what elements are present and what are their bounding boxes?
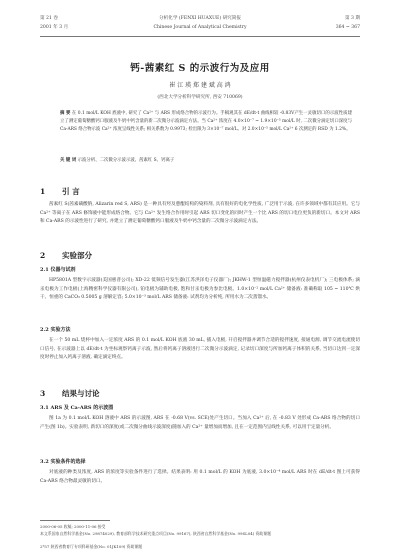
section-number: 2 <box>40 251 46 260</box>
section-heading-introduction <box>40 186 80 197</box>
section-number: 3 <box>40 389 46 398</box>
keywords-label: 关 键 词 <box>60 158 77 163</box>
section-heading-results <box>40 388 100 399</box>
author-list: 崔 江 瑛 郑 建 斌 高 鸿 <box>169 82 231 89</box>
volume-label: 第 21 卷 <box>40 16 58 21</box>
section-title: 结果与讨论 <box>62 389 100 398</box>
journal-name: 分析化学 (FENXI HUAXUE) 研究简报 <box>159 16 241 21</box>
date-label: 2001 年 3 月 <box>40 25 69 30</box>
footnote-divider <box>40 520 110 521</box>
affiliation: (西北大学分析科学研究所, 西安 710069) <box>157 95 243 100</box>
oscillograms-paragraph: 图 1a 为 0.1 mol/L KOH 溶液中 ARS 的示波图, ARS 在 -0.68 V(vs. SCE)处产生切口。当加入 Ca²⁺ 后, 在 -0.83 V 处形成 Ca-ARS 络合物的切口产生(图 1b)。实验表明, 新切口的深度(或二次微分曲线示波深度)随加入的 Ca²⁺ 量增加而增加, 且在一定范围内呈线性关系, 可以用于定量分析。 <box>40 416 360 430</box>
page-range: 364 ~ 367 <box>335 25 360 30</box>
paper-title: 钙-茜素红 S 的示波行为及应用 <box>130 63 270 74</box>
abstract-text: 在 0.1 mol/L KOH 底液中, 研究了 Ca²⁺ 与 ARS 形成络合物的示波行为。手稿观其在 dE/dt-t 曲线相较 -0.83V产生一灵敏切口的示波性质建立了测定葡萄糖酸钙口服液及牛奶中钙含量的新二次微分示波滴定方法。当 Ca²⁺ 浓度在 4.0×10⁻⁷ ~ 1.9×10⁻⁵ mol/L 时, 二次微分滴定切口深度与 Ca-ARS 络合物示波 Ca²⁺ 浓度呈线性关系; 相关系数为 0.9973; 检出限为 3×10⁻⁷ mol/L。对 2.0×10⁻⁵ mol/L Ca²⁺ 6 次测定的 RSD 为 1.2%。 <box>60 111 352 132</box>
issue-label: 第 3 期 <box>344 16 360 21</box>
abstract <box>60 110 352 134</box>
header-left <box>40 14 68 32</box>
journal-english-name: Chinese Journal of Analytical Chemistry <box>153 25 247 30</box>
subsection-heading-conditions: 3.2 实验条件的选择 <box>40 459 86 465</box>
abstract-label: 摘 要 <box>60 111 71 116</box>
footnote-funding-extra: 2*57 陕西省教育厅专项科研基金(No. 01JK109) 资助课题 <box>40 544 143 549</box>
running-header <box>40 14 360 36</box>
header-center <box>100 14 300 32</box>
footnote-received: 2000-06-05 收稿; 2000-11-06 接受 <box>40 524 106 529</box>
keywords-text: 示波分析、二次微分示波示波、茜素红 S、钙离子 <box>77 158 175 163</box>
subsection-heading-instruments: 2.1 仪器与试剂 <box>40 267 76 273</box>
footnote-funding: 本文系国家自然科学基金(No. 29874029), 教育部科学技术研究重点项目(No. 99167), 陕西省自然科学基金(No. 99SL04) 资助课题 <box>40 531 272 536</box>
subsection-heading-method: 2.2 实验方法 <box>40 327 71 333</box>
instruments-paragraph: HP5801A 型数字示波器(美国惠普公司); XD-22 低频信号发生器(江苏洪泽电子仪器厂); JKHW-1 型恒温磁力搅拌器(杭州仪表电机厂); 三电极体系; 滴汞电极为工作电极(上海精密科学仪器有限公司), 铂电极为辅助电极, 饱和甘汞电极为参比电极。1.0×10⁻² mol/L Ca²⁺ 储备液: 准确称取 105 ~ 110℃ 烘干、恒重的 CaCO₃ 0.5005 g 溶解定容; 5.0×10⁻³ mol/L ARS 储备液: 试剂均为分析纯, 所用水为二次蒸馏水。 <box>40 278 360 300</box>
header-divider <box>40 36 360 37</box>
header-right <box>336 14 360 32</box>
introduction-paragraph: 茜素红 S(茜素磺酸钠, Alizarin red S, ARS) 是一种具有羟及蒽醌结构的染料剂, 具有很好的电化学性质, 广泛用于示波, 在许多领域中都有其应用。它与 Ca²⁺ 等离子在 ARS 修饰液中能形成络合物。它与 Ca²⁺ 发生络合作用时引起 ARS 切口变化的同时产生一个比 ARS 的切口电位更负的新切口。本文对 ARS 和 Ca-ARS 的示波性进行了研究, 并建立了测定葡萄糖酸钙口服液及牛奶中钙含量的二次微分示波滴定方法。 <box>40 202 360 224</box>
section-title: 实验部分 <box>62 251 92 260</box>
section-title: 引 言 <box>62 187 80 196</box>
method-paragraph: 在一个 50 mL 烧杯中加入一定浓度 ARS 的 0.1 mol/L KOH 底液 30 mL, 插入电极, 开启搅拌器并调节合适的搅拌速度, 接通电源, 调节交流电流使切口信号, 在示波器上以 dE/dt-t 为坐标观察钙离子示波, 然后将钙离子溶液进行二次微分示波滴定, 记录切口深度与所加钙离子体积的关系, 当切口达到一定深度时停止加入钙离子溶液, 确定滴定终点。 <box>40 338 360 360</box>
keywords <box>60 157 352 165</box>
section-number: 1 <box>40 187 46 196</box>
conditions-paragraph: 对底液的种类及浓度, ARS 的浓度等实验条件进行了选择。结果表明: 用 0.1 mol/L 的 KOH 为底液, 3.0×10⁻⁴ mol/L ARS 时在 dE/dt-t 图上可获得 Ca-ARS 络合物最灵敏的切口。 <box>40 470 360 484</box>
section-heading-experimental <box>40 250 92 261</box>
subsection-heading-oscillograms: 3.1 ARS 及 Ca-ARS 的示波图 <box>40 405 114 411</box>
